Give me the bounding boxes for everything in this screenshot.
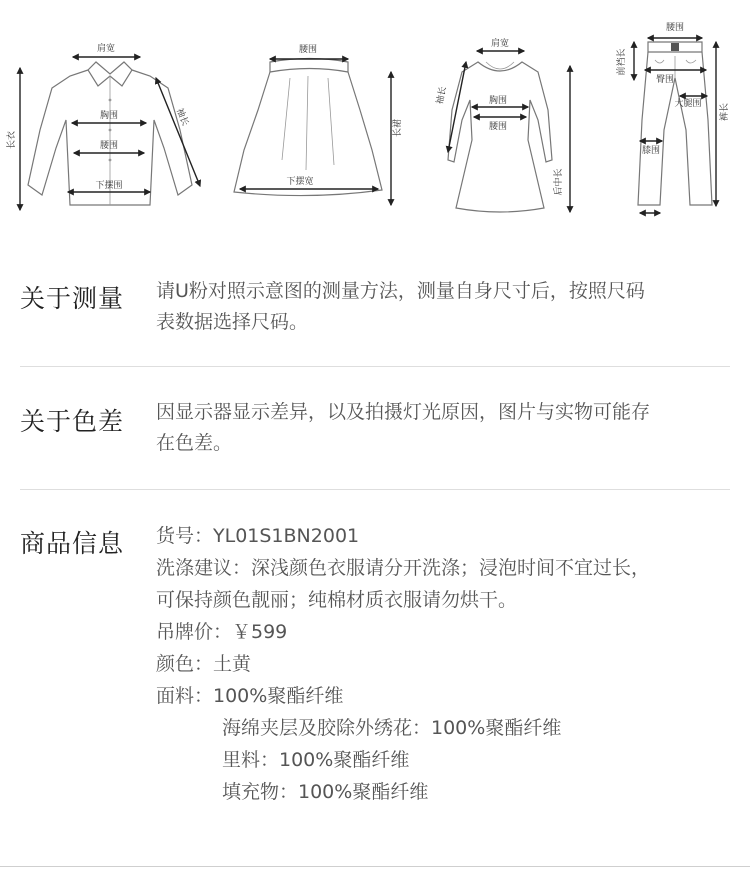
wash-advice-line: 洗涤建议：深浅颜色衣服请分开洗涤；浸泡时间不宜过长， — [156, 557, 651, 579]
section-title: 关于测量 — [20, 284, 125, 313]
body-line: 因显示器显示差异，以及拍摄灯光原因，图片与实物可能存 — [156, 401, 651, 423]
fabric-value: 面料：100%聚酯纤维 — [156, 685, 344, 707]
dress-chest-label: 胸围 — [488, 96, 508, 106]
fabric-detail: 海绵夹层及胶除外绣花：100%聚酯纤维 — [222, 717, 562, 739]
pants-knee-label: 膝围 — [641, 146, 661, 156]
wash-advice-line: 可保持颜色靓丽；纯棉材质衣服请勿烘干。 — [156, 589, 518, 611]
measurement-diagrams — [0, 0, 750, 225]
section-title: 关于色差 — [20, 407, 125, 436]
skirt-diagram — [234, 44, 403, 205]
skirt-hem-label: 下摆宽 — [286, 177, 314, 187]
shirt-sleeve-label: 袖长 — [173, 107, 190, 128]
pants-front-rise-label: 前裆长 — [617, 48, 627, 76]
tag-price: 吊牌价：￥599 — [156, 621, 288, 643]
section-body — [156, 520, 736, 808]
shirt-diagram — [5, 42, 200, 210]
pants-hip-label: 臀围 — [655, 75, 675, 85]
filling-value: 填充物：100%聚酯纤维 — [222, 781, 429, 803]
shirt-waist-label: 腰围 — [99, 141, 119, 151]
bottom-divider — [0, 866, 750, 867]
pants-thigh-label: 大腿围 — [674, 99, 702, 109]
pants-waist-label: 腰围 — [665, 23, 685, 33]
dress-waist-label: 腰围 — [488, 122, 508, 132]
shirt-shoulder-label: 肩宽 — [96, 44, 116, 54]
section-body — [156, 397, 736, 459]
pants-diagram — [615, 22, 730, 213]
color-value: 颜色：土黄 — [156, 653, 252, 675]
shirt-hem-label: 下摆围 — [95, 181, 123, 191]
dress-back-length-label: 后中长 — [554, 168, 564, 196]
divider — [20, 489, 730, 490]
body-line: 表数据选择尺码。 — [156, 311, 309, 333]
product-sku: 货号：YL01S1BN2001 — [156, 525, 360, 547]
body-line: 在色差。 — [156, 432, 233, 454]
skirt-waist-label: 腰围 — [298, 45, 318, 55]
skirt-length-label: 长裙 — [393, 118, 403, 138]
section-title: 商品信息 — [20, 529, 125, 558]
dress-sleeve-label: 袖长 — [435, 85, 449, 106]
dress-shoulder-label: 肩宽 — [490, 39, 510, 49]
shirt-chest-label: 胸围 — [99, 111, 119, 121]
body-line: 请U粉对照示意图的测量方法，测量自身尺寸后，按照尺码 — [156, 280, 645, 302]
shirt-length-label: 长衣 — [7, 130, 17, 150]
divider — [20, 366, 730, 367]
dress-diagram — [433, 37, 570, 212]
pants-length-label: 裤长 — [720, 102, 730, 122]
lining-value: 里料：100%聚酯纤维 — [222, 749, 410, 771]
section-body — [156, 276, 736, 338]
